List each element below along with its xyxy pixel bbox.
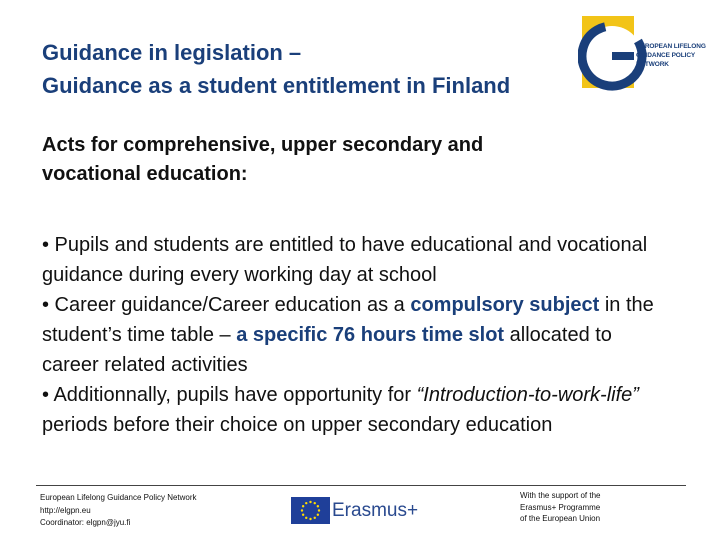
eu-flag-icon <box>291 497 330 524</box>
title-line-1: Guidance in legislation – <box>42 40 302 65</box>
footer-divider <box>36 485 686 486</box>
erasmus-plus-logo-text: Erasmus+ <box>332 500 419 521</box>
logo-text: EUROPEAN LIFELONG GUIDANCE POLICY NETWORK <box>636 43 706 68</box>
subheading <box>42 131 672 189</box>
title-line-2: Guidance as a student entitlement in Finland <box>42 73 511 98</box>
subheading-line-1: Acts for comprehensive, upper secondary and <box>42 134 484 156</box>
footer-network-info <box>40 492 197 530</box>
italic-introduction-to-work-life: “Introduction-to-work-life” <box>416 384 639 406</box>
subheading-line-2: vocational education: <box>42 163 248 185</box>
footer-support-note: With the support of the Erasmus+ Programme of the European Union <box>520 491 601 523</box>
bullet-entitlement: • Pupils and students are entitled to have educational and vocational guidance during every working day at school <box>42 234 648 286</box>
footer-coordinator: Coordinator: elgpn@jyu.fi <box>40 518 131 527</box>
footer-url: http://elgpn.eu <box>40 505 91 515</box>
bullet-list <box>42 230 672 440</box>
slide-title <box>42 36 642 102</box>
bullet-introduction-to-work-life: • Additionnally, pupils have opportunity for “Introduction-to-work-life” periods before their choice on upper secondary education <box>42 384 639 436</box>
bullet-career-education: • Career guidance/Career education as a compulsory subject in the student’s time table – a specific 76 hours time slot allocated to career related activities <box>42 294 654 376</box>
highlight-76-hours: a specific 76 hours time slot <box>236 324 505 346</box>
highlight-compulsory-subject: compulsory subject <box>410 294 600 316</box>
footer-network-name: European Lifelong Guidance Policy Network <box>40 493 197 502</box>
